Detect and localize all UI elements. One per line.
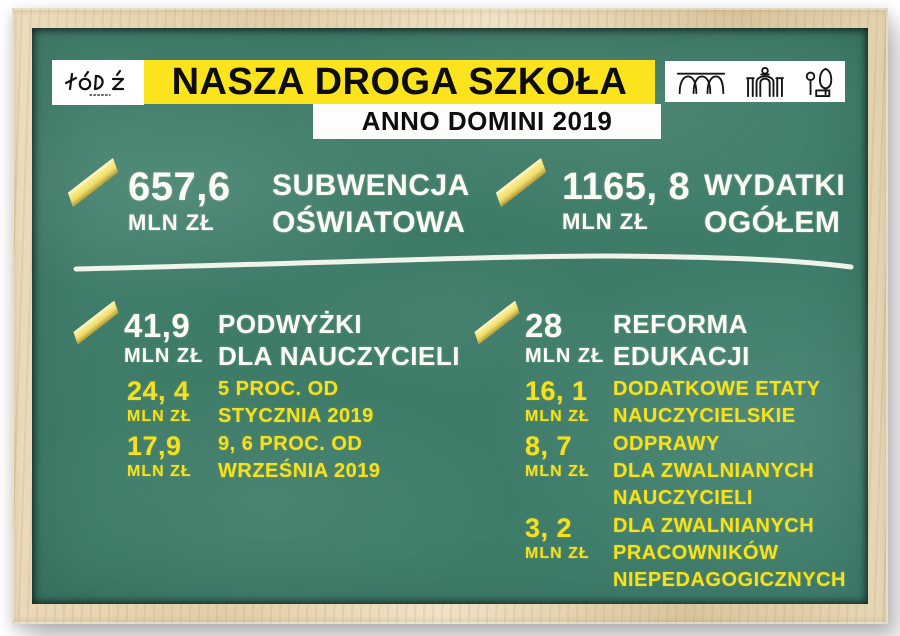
page-subtitle: ANNO DOMINI 2019 [361,106,613,136]
stat-label-line: PODWYŻKI [218,309,363,339]
stat-value: 8, 7 [525,431,573,461]
stat-label-line: 5 PROC. OD [218,378,339,400]
stat-value: 657,6 [128,165,231,209]
podwyzki-label [218,308,460,372]
chalk-divider-line [68,252,858,282]
stat-unit: MLN ZŁ [127,407,192,425]
stat-value: 3, 2 [525,513,573,543]
stat-label-line: DLA ZWALNIANYCH [613,460,815,482]
stat-unit: MLN ZŁ [562,208,649,234]
reforma-item-value [525,378,590,426]
subwencja-label [272,167,470,241]
podwyzki-item-label [218,431,380,485]
gate-icon [744,66,786,98]
chalk-stick-icon [492,158,550,208]
lodz-logo-icon [62,68,134,98]
reforma-item-label [613,431,814,512]
stat-unit: MLN ZŁ [525,544,590,562]
chalk-stick-icon [70,300,122,345]
viaduct-icon [675,69,727,95]
stat-label-line: WRZEŚNIA 2019 [218,460,381,482]
stat-label-line: OŚWIATOWA [272,206,466,239]
stat-label-line: DLA ZWALNIANYCH [613,515,815,537]
podwyzki-item-label [218,376,374,430]
lodz-logo-box [52,60,144,105]
chalkboard [32,28,868,604]
podwyzki-item-value [127,378,192,426]
chalk-stick-icon [64,158,122,208]
subwencja-value-block [128,167,231,236]
wydatki-value-block [562,168,690,235]
reforma-item-value [525,515,590,563]
reforma-value-block [525,309,604,368]
title-banner [144,60,655,104]
reforma-label [613,308,750,372]
stat-label-line: DLA NAUCZYCIELI [218,341,460,371]
podwyzki-item-value [127,433,192,481]
stat-label-line: WYDATKI [704,169,846,202]
stat-value: 28 [525,307,563,344]
reforma-item-label [613,376,820,430]
stat-value: 16, 1 [525,376,588,406]
stat-unit: MLN ZŁ [128,209,215,235]
stat-unit: MLN ZŁ [525,407,590,425]
stat-label-line: STYCZNIA 2019 [218,405,374,427]
stat-label-line: PRACOWNIKÓW [613,542,779,564]
stat-label-line: REFORMA [613,309,748,339]
reforma-item-label [613,513,846,594]
chalk-stick-icon [471,300,523,345]
stat-unit: MLN ZŁ [127,462,192,480]
landmark-icons-box [665,61,845,102]
wydatki-label [704,167,845,241]
stat-label-line: SUBWENCJA [272,169,470,202]
wooden-frame [12,8,888,624]
stat-label-line: EDUKACJI [613,341,750,371]
page-title: NASZA DROGA SZKOŁA [171,60,628,103]
park-icon [803,65,835,99]
reforma-item-value [525,433,590,481]
stat-label-line: OGÓŁEM [704,206,841,239]
stat-label-line: NIEPEDAGOGICZNYCH [613,569,846,591]
stat-unit: MLN ZŁ [124,344,204,367]
stat-value: 17,9 [127,431,182,461]
stat-label-line: 9, 6 PROC. OD [218,433,363,455]
stat-value: 41,9 [124,307,191,344]
stat-value: 1165, 8 [562,166,691,208]
stat-label-line: ODPRAWY [613,433,720,455]
stat-unit: MLN ZŁ [525,344,605,367]
stat-label-line: DODATKOWE ETATY [613,378,821,400]
podwyzki-value-block [124,309,203,368]
stat-unit: MLN ZŁ [525,462,590,480]
stat-label-line: NAUCZYCIELSKIE [613,405,796,427]
subtitle-banner [313,104,661,139]
stat-value: 24, 4 [127,376,190,406]
stat-label-line: NAUCZYCIELI [613,487,753,509]
